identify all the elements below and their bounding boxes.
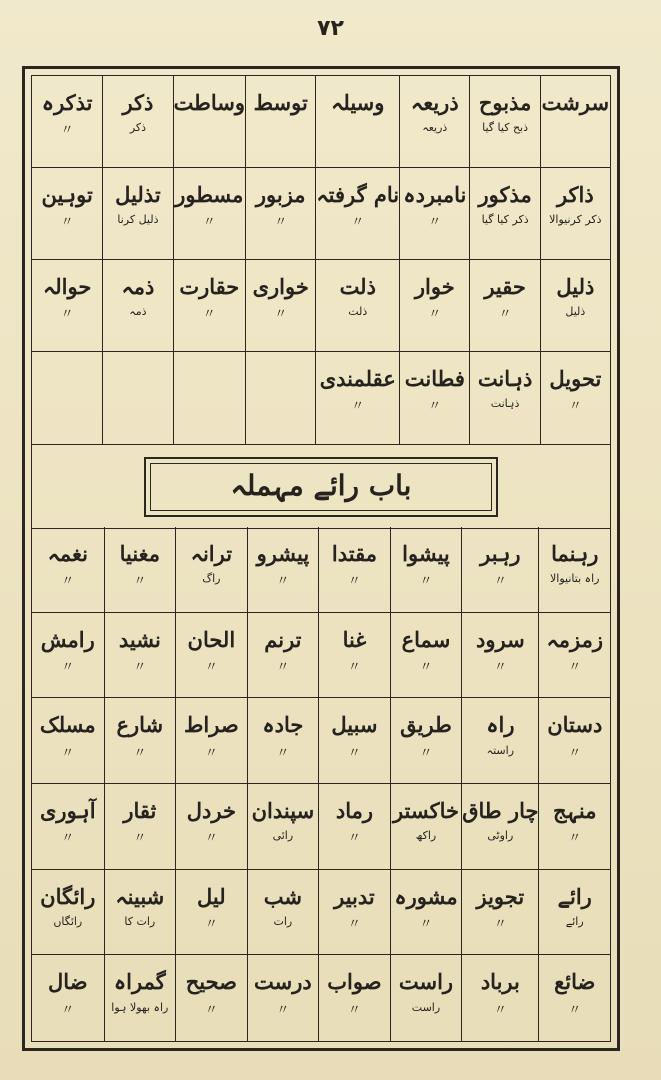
word: ذمہ bbox=[121, 274, 155, 299]
table-cell bbox=[538, 527, 610, 613]
ditto-mark: 〃 bbox=[493, 1002, 507, 1018]
ditto-mark: 〃 bbox=[133, 745, 147, 761]
table-cell bbox=[540, 168, 610, 260]
word: عقلمندی bbox=[319, 366, 396, 391]
meaning-note: ذبح کیا گیا bbox=[482, 121, 529, 135]
table-cell bbox=[318, 784, 390, 870]
word: نغمہ bbox=[47, 541, 88, 566]
word: تذکرہ bbox=[41, 90, 93, 115]
synonyms-table-bottom bbox=[32, 527, 610, 1041]
meaning-note: رات کا bbox=[124, 914, 156, 928]
ditto-mark: 〃 bbox=[347, 1002, 361, 1018]
ditto-mark: 〃 bbox=[347, 745, 361, 761]
meaning-note: رائی bbox=[272, 829, 294, 843]
table-cell bbox=[469, 352, 539, 444]
ditto-mark: 〃 bbox=[202, 307, 216, 323]
word: سماع bbox=[401, 626, 451, 652]
ditto-mark: 〃 bbox=[204, 659, 218, 675]
word: شبینہ bbox=[115, 883, 165, 909]
table-cell bbox=[32, 76, 102, 168]
table-cell bbox=[318, 870, 390, 956]
ditto-mark: 〃 bbox=[60, 215, 74, 231]
word: وساطت bbox=[173, 90, 246, 115]
ditto-mark: 〃 bbox=[274, 215, 288, 231]
table-cell bbox=[32, 784, 104, 870]
meaning-note: راست bbox=[411, 1000, 441, 1014]
word: درست bbox=[254, 969, 312, 995]
meaning-note: راستہ bbox=[486, 743, 515, 757]
ditto-mark: 〃 bbox=[568, 659, 582, 675]
word: نشید bbox=[118, 626, 161, 652]
word: لیل bbox=[197, 883, 226, 909]
word: جادہ bbox=[262, 712, 304, 738]
table-cell bbox=[390, 784, 462, 870]
meaning-note: ذہانت bbox=[490, 397, 520, 411]
ditto-mark: 〃 bbox=[204, 1002, 218, 1018]
table-cell bbox=[175, 698, 247, 784]
table-cell bbox=[175, 527, 247, 613]
table-cell bbox=[247, 527, 319, 613]
word: نام گرفتہ bbox=[316, 182, 400, 207]
word: ترانہ bbox=[190, 541, 233, 566]
table-cell bbox=[390, 527, 462, 613]
ditto-mark: 〃 bbox=[61, 659, 75, 675]
ditto-mark: 〃 bbox=[568, 399, 582, 415]
table-cell bbox=[104, 613, 176, 699]
ditto-mark: 〃 bbox=[61, 745, 75, 761]
ditto-mark: 〃 bbox=[276, 574, 290, 590]
meaning-note: رائے bbox=[565, 914, 584, 928]
ditto-mark: 〃 bbox=[204, 831, 218, 847]
ditto-mark: 〃 bbox=[60, 123, 74, 139]
table-cell bbox=[390, 955, 462, 1041]
section-header-band bbox=[32, 444, 610, 529]
word: ذاکر bbox=[556, 182, 594, 207]
word: مسطور bbox=[175, 182, 244, 207]
table-cell bbox=[247, 955, 319, 1041]
table-cell bbox=[469, 168, 539, 260]
table-cell bbox=[399, 76, 469, 168]
table-cell bbox=[247, 784, 319, 870]
ditto-mark: 〃 bbox=[351, 399, 365, 415]
word: پیشوا bbox=[402, 541, 450, 566]
ditto-mark: 〃 bbox=[493, 916, 507, 932]
word: نامبردہ bbox=[403, 182, 467, 207]
table-cell bbox=[173, 76, 245, 168]
word: راہ bbox=[486, 712, 515, 738]
table-cell bbox=[32, 955, 104, 1041]
table-cell bbox=[390, 613, 462, 699]
meaning-note: ذلیل کرنا bbox=[117, 213, 159, 227]
table-cell bbox=[540, 260, 610, 352]
word: تذلیل bbox=[115, 182, 161, 207]
word: ضال bbox=[48, 969, 88, 995]
table-cell bbox=[390, 870, 462, 956]
table-cell bbox=[315, 260, 399, 352]
table-cell bbox=[102, 352, 172, 444]
word: ذلیل bbox=[556, 274, 595, 299]
meaning-note: ذکر کیا گیا bbox=[481, 213, 529, 227]
ditto-mark: 〃 bbox=[428, 399, 442, 415]
meaning-note: ذلت bbox=[348, 305, 368, 319]
word: آہوری bbox=[40, 797, 96, 823]
word: مشورہ bbox=[394, 883, 458, 909]
meaning-note: رات bbox=[273, 914, 293, 928]
ditto-mark: 〃 bbox=[133, 831, 147, 847]
ditto-mark: 〃 bbox=[276, 745, 290, 761]
word: رماد bbox=[335, 797, 373, 823]
word: سبیل bbox=[331, 712, 378, 738]
table-cell bbox=[540, 352, 610, 444]
ditto-mark: 〃 bbox=[419, 659, 433, 675]
meaning-note: راہ بھولا ہوا bbox=[111, 1000, 169, 1014]
table-cell bbox=[102, 260, 172, 352]
table-cell bbox=[538, 613, 610, 699]
ditto-mark: 〃 bbox=[428, 307, 442, 323]
table-cell bbox=[461, 955, 538, 1041]
word: خردل bbox=[186, 797, 236, 823]
table-cell bbox=[247, 870, 319, 956]
table-cell bbox=[315, 76, 399, 168]
inner-border bbox=[31, 75, 611, 1042]
word: صواب bbox=[327, 969, 382, 995]
table-cell bbox=[318, 527, 390, 613]
word: گمراہ bbox=[113, 969, 166, 995]
ditto-mark: 〃 bbox=[419, 916, 433, 932]
table-cell bbox=[538, 784, 610, 870]
table-cell bbox=[461, 698, 538, 784]
word: خواری bbox=[252, 274, 309, 299]
word: ضائع bbox=[554, 969, 596, 995]
table-cell bbox=[32, 698, 104, 784]
table-cell bbox=[245, 260, 315, 352]
word: دستان bbox=[547, 712, 603, 738]
table-cell bbox=[245, 76, 315, 168]
table-cell bbox=[540, 76, 610, 168]
ditto-mark: 〃 bbox=[498, 307, 512, 323]
ditto-mark: 〃 bbox=[276, 1002, 290, 1018]
word: صراط bbox=[184, 712, 239, 738]
word: توسط bbox=[253, 90, 308, 115]
word: فطانت bbox=[404, 366, 465, 391]
word: پیشرو bbox=[256, 541, 310, 566]
table-cell bbox=[32, 613, 104, 699]
word: الحان bbox=[187, 626, 236, 652]
word: مقتدا bbox=[331, 541, 377, 566]
table-cell bbox=[461, 870, 538, 956]
ditto-mark: 〃 bbox=[568, 831, 582, 847]
ditto-mark: 〃 bbox=[568, 745, 582, 761]
word: تدبیر bbox=[334, 883, 375, 909]
table-cell bbox=[173, 168, 245, 260]
word: زمزمہ bbox=[546, 626, 603, 652]
meaning-note: راگ bbox=[202, 572, 221, 586]
table-cell bbox=[461, 527, 538, 613]
word: ذریعہ bbox=[410, 90, 459, 115]
word: ذہانت bbox=[477, 366, 533, 391]
ditto-mark: 〃 bbox=[60, 307, 74, 323]
ditto-mark: 〃 bbox=[351, 215, 365, 231]
ditto-mark: 〃 bbox=[61, 1002, 75, 1018]
ditto-mark: 〃 bbox=[274, 307, 288, 323]
table-cell bbox=[104, 698, 176, 784]
table-cell bbox=[315, 168, 399, 260]
word: مسلک bbox=[39, 712, 96, 738]
ditto-mark: 〃 bbox=[61, 831, 75, 847]
meaning-note: راہ بتانیوالا bbox=[550, 572, 600, 586]
table-cell bbox=[461, 784, 538, 870]
word: صحیح bbox=[185, 969, 237, 995]
meaning-note: ذکر bbox=[129, 121, 147, 135]
meaning-note: ذکر کرنیوالا bbox=[549, 213, 602, 227]
word: مزبور bbox=[255, 182, 306, 207]
word: ذکر bbox=[122, 90, 154, 115]
ditto-mark: 〃 bbox=[419, 574, 433, 590]
word: رائگان bbox=[40, 883, 96, 909]
word: رہنما bbox=[551, 541, 599, 566]
word: سرود bbox=[476, 626, 525, 652]
word: مذبوح bbox=[478, 90, 532, 115]
word: وسیلہ bbox=[331, 90, 385, 115]
table-cell bbox=[461, 613, 538, 699]
table-cell bbox=[32, 527, 104, 613]
section-header-box bbox=[144, 457, 498, 517]
word: توہین bbox=[41, 182, 93, 207]
word: ذلت bbox=[339, 274, 376, 299]
table-cell bbox=[247, 613, 319, 699]
table-cell bbox=[469, 76, 539, 168]
table-cell bbox=[318, 955, 390, 1041]
section-title: باب رائے مہملہ bbox=[230, 469, 412, 502]
table-cell bbox=[32, 870, 104, 956]
word: حوالہ bbox=[42, 274, 92, 299]
table-cell bbox=[538, 955, 610, 1041]
table-cell bbox=[104, 955, 176, 1041]
table-cell bbox=[173, 260, 245, 352]
word: رائے bbox=[557, 883, 592, 909]
table-cell bbox=[175, 613, 247, 699]
ditto-mark: 〃 bbox=[133, 659, 147, 675]
ditto-mark: 〃 bbox=[347, 574, 361, 590]
word: طریق bbox=[400, 712, 452, 738]
ditto-mark: 〃 bbox=[493, 574, 507, 590]
ditto-mark: 〃 bbox=[204, 745, 218, 761]
ditto-mark: 〃 bbox=[61, 574, 75, 590]
ditto-mark: 〃 bbox=[204, 916, 218, 932]
synonyms-table-top bbox=[32, 76, 610, 444]
table-cell bbox=[104, 870, 176, 956]
word: چار طاق bbox=[462, 797, 539, 823]
word: غنا bbox=[342, 626, 367, 652]
word: شب bbox=[263, 883, 302, 909]
table-cell bbox=[104, 527, 176, 613]
page-number: ۷۲ bbox=[317, 16, 344, 41]
word: تجویز bbox=[476, 883, 525, 909]
table-cell bbox=[318, 613, 390, 699]
table-cell bbox=[175, 784, 247, 870]
table-cell bbox=[399, 260, 469, 352]
table-cell bbox=[538, 698, 610, 784]
word: مذکور bbox=[478, 182, 532, 207]
word: ثقار bbox=[123, 797, 157, 823]
meaning-note: راوٹی bbox=[487, 829, 514, 843]
ditto-mark: 〃 bbox=[347, 659, 361, 675]
table-cell bbox=[32, 352, 102, 444]
word: ترنم bbox=[264, 626, 302, 652]
table-cell bbox=[390, 698, 462, 784]
word: سپندان bbox=[251, 797, 315, 823]
ditto-mark: 〃 bbox=[419, 745, 433, 761]
table-cell bbox=[399, 168, 469, 260]
table-cell bbox=[318, 698, 390, 784]
meaning-note: ذلیل bbox=[565, 305, 586, 319]
ditto-mark: 〃 bbox=[428, 215, 442, 231]
table-cell bbox=[175, 870, 247, 956]
word: رہبر bbox=[480, 541, 521, 566]
word: منہج bbox=[553, 797, 597, 823]
table-cell bbox=[102, 168, 172, 260]
word: تحویل bbox=[549, 366, 602, 391]
table-cell bbox=[32, 260, 102, 352]
table-cell bbox=[32, 168, 102, 260]
table-cell bbox=[538, 870, 610, 956]
ditto-mark: 〃 bbox=[133, 574, 147, 590]
table-cell bbox=[245, 352, 315, 444]
table-cell bbox=[469, 260, 539, 352]
meaning-note: ذمہ bbox=[129, 305, 147, 319]
word: راست bbox=[398, 969, 454, 995]
ditto-mark: 〃 bbox=[347, 916, 361, 932]
word: خاکستر bbox=[392, 797, 459, 823]
table-cell bbox=[104, 784, 176, 870]
table-cell bbox=[173, 352, 245, 444]
word: خوار bbox=[414, 274, 455, 299]
meaning-note: ذریعہ bbox=[422, 121, 448, 135]
word: رامش bbox=[40, 626, 95, 652]
word: حقیر bbox=[484, 274, 526, 299]
meaning-note: رائگاں bbox=[53, 914, 83, 928]
table-cell bbox=[315, 352, 399, 444]
page-border-frame bbox=[22, 66, 620, 1051]
word: سرشت bbox=[541, 90, 610, 115]
ditto-mark: 〃 bbox=[347, 831, 361, 847]
ditto-mark: 〃 bbox=[276, 659, 290, 675]
word: شارع bbox=[116, 712, 164, 738]
meaning-note: راکھ bbox=[415, 829, 437, 843]
ditto-mark: 〃 bbox=[493, 659, 507, 675]
table-cell bbox=[247, 698, 319, 784]
table-cell bbox=[245, 168, 315, 260]
ditto-mark: 〃 bbox=[202, 215, 216, 231]
word: مغنیا bbox=[119, 541, 161, 566]
table-cell bbox=[399, 352, 469, 444]
table-cell bbox=[102, 76, 172, 168]
word: برباد bbox=[480, 969, 520, 995]
word: حقارت bbox=[179, 274, 240, 299]
table-cell bbox=[175, 955, 247, 1041]
ditto-mark: 〃 bbox=[568, 1002, 582, 1018]
